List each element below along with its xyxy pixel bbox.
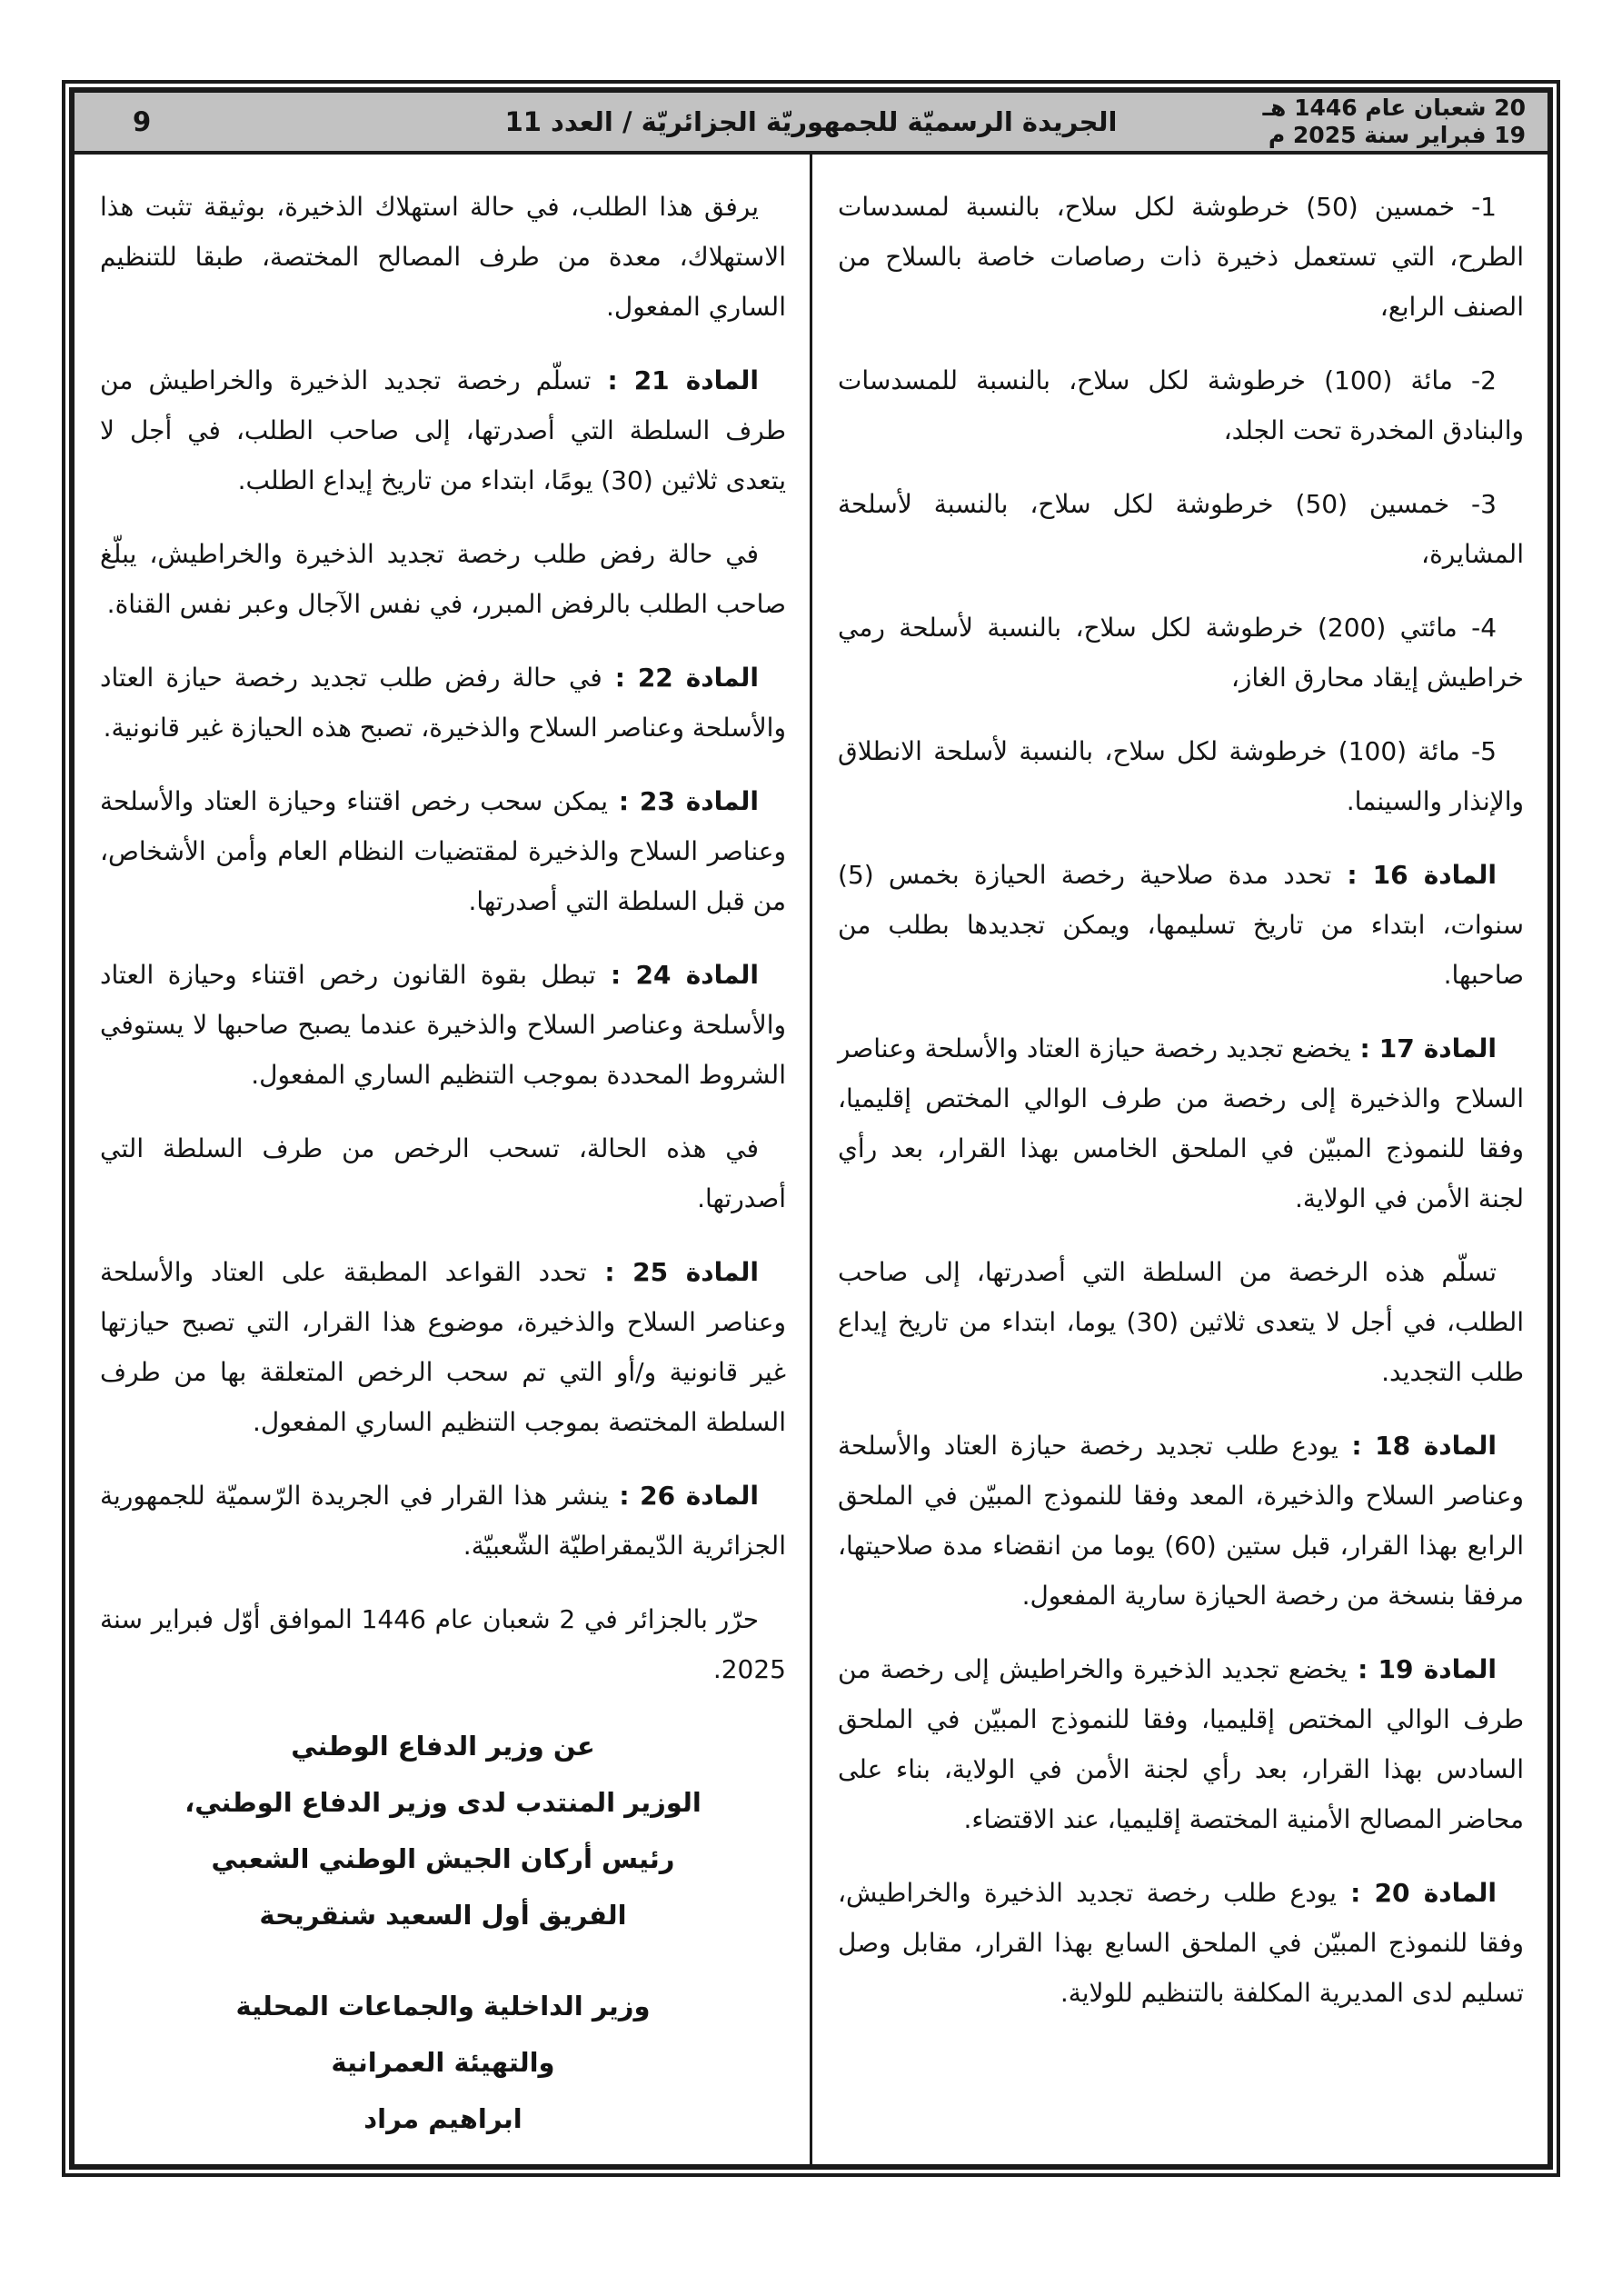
paragraph: المادة 25 : تحدد القواعد المطبقة على العتاد والأسلحة وعناصر السلاح والذخيرة، موضوع هذا القرار، التي تصبح حيازتها غير قانونية و/أو التي تم سحب الرخص المتعلقة بها من طرف السلطة المختصة بموجب التنظيم الساري المفعول. xyxy=(100,1257,786,1437)
paragraph: 5- مائة (100) خرطوشة لكل سلاح، بالنسبة لأسلحة الانطلاق والإنذار والسينما. xyxy=(838,736,1524,816)
signature-line: رئيس أركان الجيش الوطني الشعبي xyxy=(211,1843,675,1874)
paragraph: المادة 23 : يمكن سحب رخص اقتناء وحيازة العتاد والأسلحة وعناصر السلاح والذخيرة لمقتضيات النظام العام وأمن الأشخاص، من قبل السلطة التي أصدرتها. xyxy=(100,786,786,916)
article-label: المادة 25 : xyxy=(586,1257,760,1287)
paragraph: في حالة رفض طلب رخصة تجديد الذخيرة والخراطيش، يبلّغ صاحب الطلب بالرفض المبرر، في نفس الآجال وعبر نفس القناة. xyxy=(100,539,786,619)
paragraph: المادة 20 : يودع طلب رخصة تجديد الذخيرة والخراطيش، وفقا للنموذج المبيّن في الملحق السابع بهذا القرار، مقابل وصل تسليم لدى المديرية المكلفة بالتنظيم للولاية. xyxy=(838,1878,1524,2008)
article-label: المادة 16 : xyxy=(1331,860,1497,890)
paragraph: المادة 19 : يخضع تجديد الذخيرة والخراطيش إلى رخصة من طرف الوالي المختص إقليميا، وفقا للنموذج المبيّن في الملحق السادس بهذا القرار، بعد رأي لجنة الأمن في الولاية، بناء على محاضر المصالح الأمنية المختصة إقليميا، عند الاقتضاء. xyxy=(838,1654,1524,1834)
article-label: المادة 18 : xyxy=(1338,1431,1498,1461)
article-label: المادة 19 : xyxy=(1347,1654,1497,1684)
page-border-outer xyxy=(62,80,1560,2177)
content-area xyxy=(75,155,1547,2164)
paragraph: المادة 24 : تبطل بقوة القانون رخص اقتناء وحيازة العتاد والأسلحة وعناصر السلاح والذخيرة عندما يصبح صاحبها لا يستوفي الشروط المحددة بموجب التنظيم الساري المفعول. xyxy=(100,960,786,1090)
page-border-inner xyxy=(69,87,1553,2170)
paragraph: يرفق هذا الطلب، في حالة استهلاك الذخيرة، بوثيقة تثبت هذا الاستهلاك، معدة من طرف المصالح المختصة، طبقا للتنظيم الساري المفعول. xyxy=(100,192,786,322)
paragraph: المادة 21 : تسلّم رخصة تجديد الذخيرة والخراطيش من طرف السلطة التي أصدرتها، إلى صاحب الطلب، في أجل لا يتعدى ثلاثين (30) يومًا، ابتداء من تاريخ إيداع الطلب. xyxy=(100,365,786,495)
paragraph: المادة 17 : يخضع تجديد رخصة حيازة العتاد والأسلحة وعناصر السلاح والذخيرة إلى رخصة من طرف الوالي المختص إقليميا، وفقا للنموذج المبيّن في الملحق الخامس بهذا القرار، بعد رأي لجنة الأمن في الولاية. xyxy=(838,1033,1524,1213)
paragraph: في هذه الحالة، تسحب الرخص من طرف السلطة التي أصدرتها. xyxy=(100,1133,786,1213)
column-left xyxy=(75,155,810,2164)
signature-line: الوزير المنتدب لدى وزير الدفاع الوطني، xyxy=(184,1787,702,1818)
signature-line: والتهيئة العمرانية xyxy=(331,2047,555,2078)
article-label: المادة 26 : xyxy=(608,1481,759,1511)
paragraph: المادة 26 : ينشر هذا القرار في الجريدة الرّسميّة للجمهورية الجزائرية الدّيمقراطيّة الشّعبيّة. xyxy=(100,1481,786,1561)
paragraph: المادة 16 : تحدد مدة صلاحية رخصة الحيازة بخمس (5) سنوات، ابتداء من تاريخ تسليمها، ويمكن تجديدها بطلب من صاحبها. xyxy=(838,860,1524,990)
paragraph: المادة 18 : يودع طلب تجديد رخصة حيازة العتاد والأسلحة وعناصر السلاح والذخيرة، المعد وفقا للنموذج المبيّن في الملحق الرابع بهذا القرار، قبل ستين (60) يوما من انقضاء مدة صلاحيتها، مرفقا بنسخة من رخصة الحيازة سارية المفعول. xyxy=(838,1431,1524,1611)
article-label: المادة 23 : xyxy=(608,786,759,816)
article-label: المادة 17 : xyxy=(1350,1033,1497,1063)
signature-line: الفريق أول السعيد شنقريحة xyxy=(259,1900,627,1931)
paragraph: 2- مائة (100) خرطوشة لكل سلاح، بالنسبة للمسدسات والبنادق المخدرة تحت الجلد، xyxy=(838,365,1524,445)
paragraph: 3- خمسين (50) خرطوشة لكل سلاح، بالنسبة لأسلحة المشايرة، xyxy=(838,489,1524,569)
header-date-gregorian: 19 فبراير سنة 2025 م xyxy=(1268,122,1526,148)
header-dates xyxy=(1229,95,1547,149)
article-label: المادة 20 : xyxy=(1336,1878,1497,1908)
article-label: المادة 21 : xyxy=(591,365,759,395)
signature-line: وزير الداخلية والجماعات المحلية xyxy=(235,1991,651,2021)
signature-line: ابراهيم مراد xyxy=(363,2103,522,2134)
paragraph: حرّر بالجزائر في 2 شعبان عام 1446 الموافق أوّل فبراير سنة 2025. xyxy=(100,1604,786,1684)
journal-title: الجريدة الرسميّة للجمهوريّة الجزائريّة / العدد 11 xyxy=(504,106,1118,137)
article-label: المادة 24 : xyxy=(595,960,759,990)
page-header-band xyxy=(75,93,1547,155)
page-number: 9 xyxy=(133,106,152,137)
paragraph: المادة 22 : في حالة رفض طلب تجديد رخصة حيازة العتاد والأسلحة وعناصر السلاح والذخيرة، تصبح هذه الحيازة غير قانونية. xyxy=(100,663,786,743)
column-divider xyxy=(810,155,812,2164)
paragraph: تسلّم هذه الرخصة من السلطة التي أصدرتها، إلى صاحب الطلب، في أجل لا يتعدى ثلاثين (30) يوما، ابتداء من تاريخ إيداع طلب التجديد. xyxy=(838,1257,1525,1387)
paragraph: 1- خمسين (50) خرطوشة لكل سلاح، بالنسبة لمسدسات الطرح، التي تستعمل ذخيرة ذات رصاصات خاصة بالسلاح من الصنف الرابع، xyxy=(838,192,1524,322)
article-label: المادة 22 : xyxy=(602,663,759,693)
paragraph: 4- مائتي (200) خرطوشة لكل سلاح، بالنسبة لأسلحة رمي خراطيش إيقاد محارق الغاز، xyxy=(838,613,1524,693)
header-date-hijri: 20 شعبان عام 1446 هـ xyxy=(1262,95,1526,121)
column-right xyxy=(812,155,1547,2164)
signature-line: عن وزير الدفاع الوطني xyxy=(291,1731,595,1762)
